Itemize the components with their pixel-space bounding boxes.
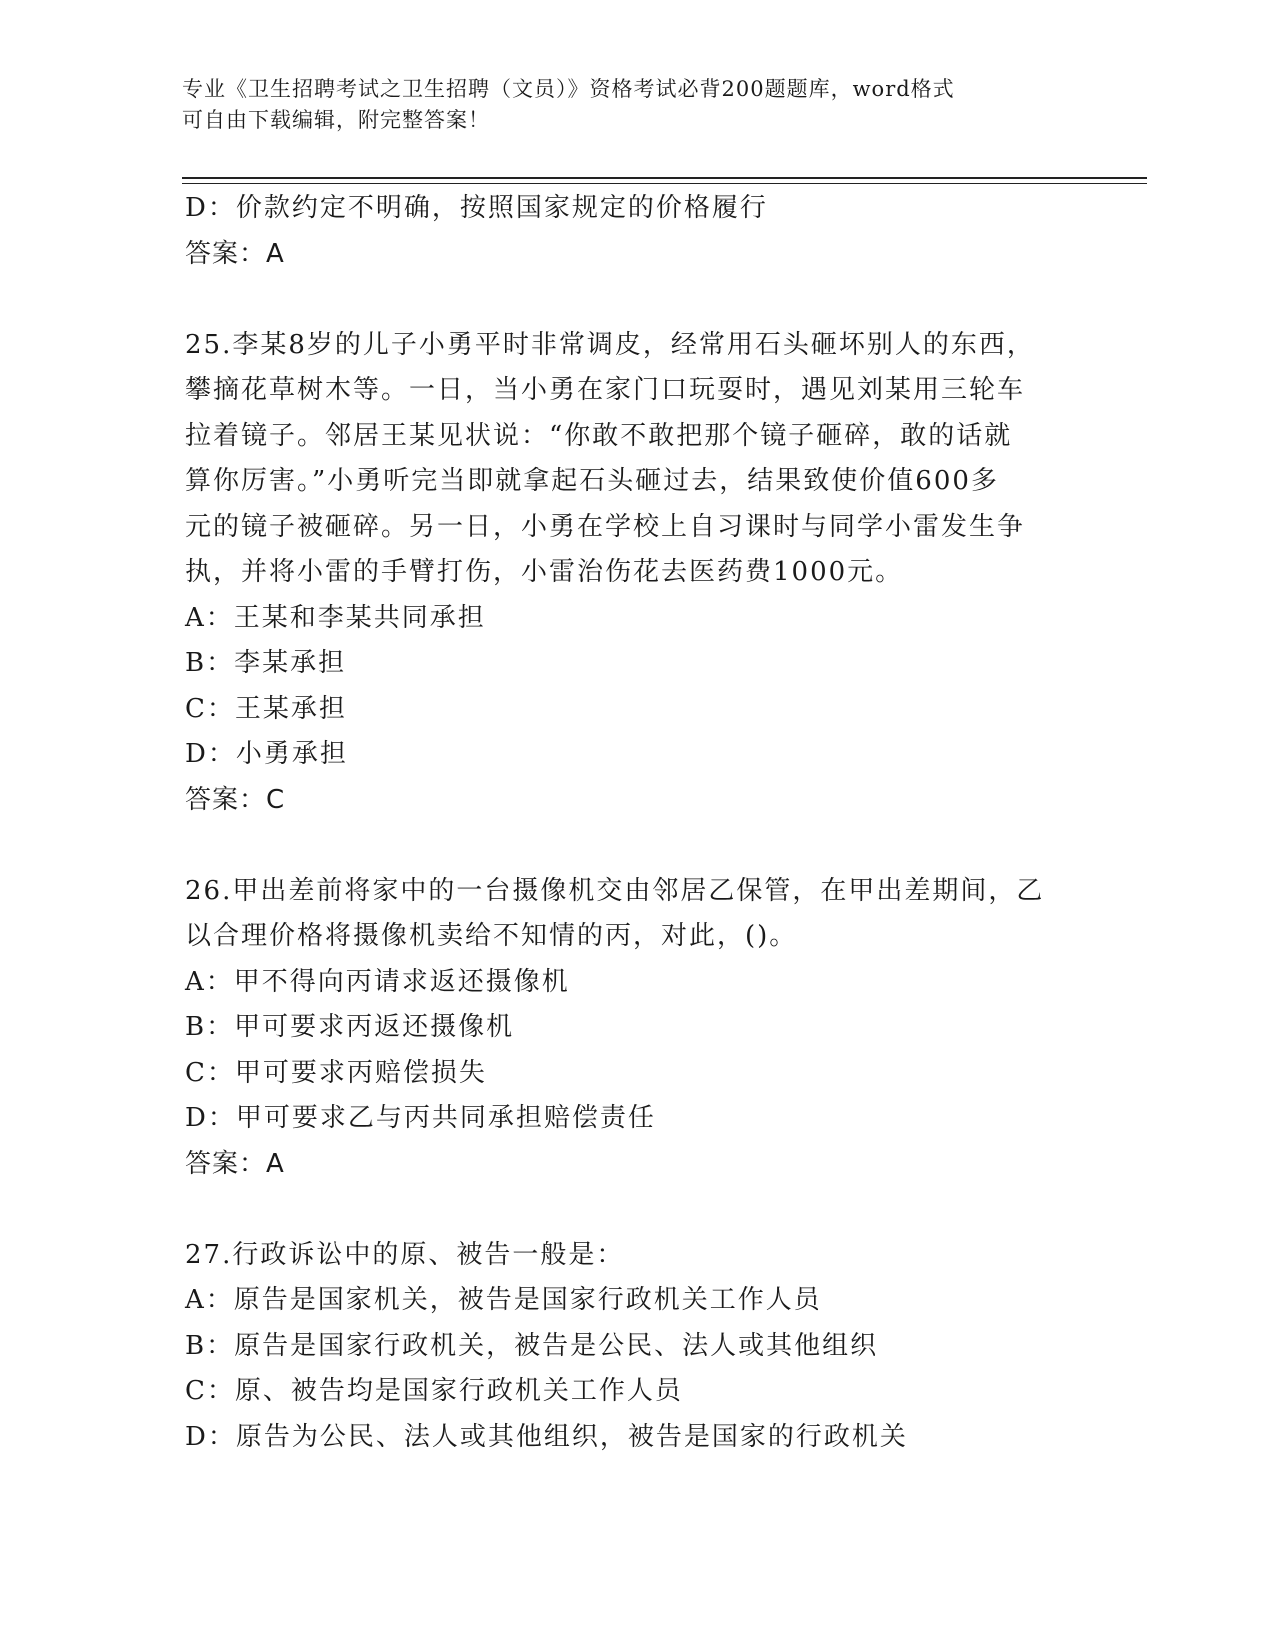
prev-option-d: D：价款约定不明确，按照国家规定的价格履行 (185, 193, 768, 223)
question-27 (185, 1233, 1065, 1461)
question-content (185, 186, 1065, 1460)
question-text-line: 攀摘花草树木等。一日，当小勇在家门口玩耍时，遇见刘某用三轮车 (185, 375, 1026, 405)
option-b: B：李某承担 (185, 648, 347, 678)
question-text-line: 25.李某8岁的儿子小勇平时非常调皮，经常用石头砸坏别人的东西， (185, 329, 1035, 360)
question-text-line: 26.甲出差前将家中的一台摄像机交由邻居乙保管，在甲出差期间，乙 (185, 875, 1045, 906)
document-header (182, 74, 1062, 136)
option-c: C：王某承担 (185, 693, 347, 724)
option-d: D：原告为公民、法人或其他组织，被告是国家的行政机关 (185, 1421, 908, 1452)
option-a: A：原告是国家机关，被告是国家行政机关工作人员 (185, 1285, 822, 1315)
question-text-line: 拉着镜子。邻居王某见状说：“你敢不敢把那个镜子砸碎，敢的话就 (185, 420, 1013, 451)
header-divider-thin (182, 183, 1147, 184)
option-d: D：小勇承担 (185, 739, 348, 769)
answer: 答案：C (185, 784, 286, 815)
option-a: A：王某和李某共同承担 (185, 602, 486, 633)
header-divider-thick (182, 177, 1147, 179)
question-text-line: 执，并将小雷的手臂打伤，小雷治伤花去医药费1000元。 (185, 557, 904, 587)
option-a: A：甲不得向丙请求返还摄像机 (185, 966, 570, 997)
header-line-1: 专业《卫生招聘考试之卫生招聘（文员）》资格考试必背200题题库，word格式 (182, 77, 955, 101)
question-25 (185, 323, 1065, 824)
option-c: C：甲可要求丙赔偿损失 (185, 1057, 487, 1088)
question-text-line: 27.行政诉讼中的原、被告一般是： (185, 1239, 625, 1270)
option-c: C：原、被告均是国家行政机关工作人员 (185, 1376, 683, 1406)
option-b: B：甲可要求丙返还摄像机 (185, 1012, 515, 1042)
question-text-line: 元的镜子被砸碎。另一日，小勇在学校上自习课时与同学小雷发生争 (185, 511, 1026, 542)
prev-answer: 答案：A (185, 238, 285, 269)
option-d: D：甲可要求乙与丙共同承担赔偿责任 (185, 1103, 656, 1133)
question-text-line: 算你厉害。”小勇听完当即就拿起石头砸过去，结果致使价值600多 (185, 466, 999, 496)
answer: 答案：A (185, 1148, 285, 1179)
header-line-2: 可自由下载编辑，附完整答案！ (182, 108, 490, 132)
question-26 (185, 869, 1065, 1188)
option-b: B：原告是国家行政机关，被告是公民、法人或其他组织 (185, 1330, 879, 1361)
question-text-line: 以合理价格将摄像机卖给不知情的丙，对此，()。 (185, 921, 798, 951)
